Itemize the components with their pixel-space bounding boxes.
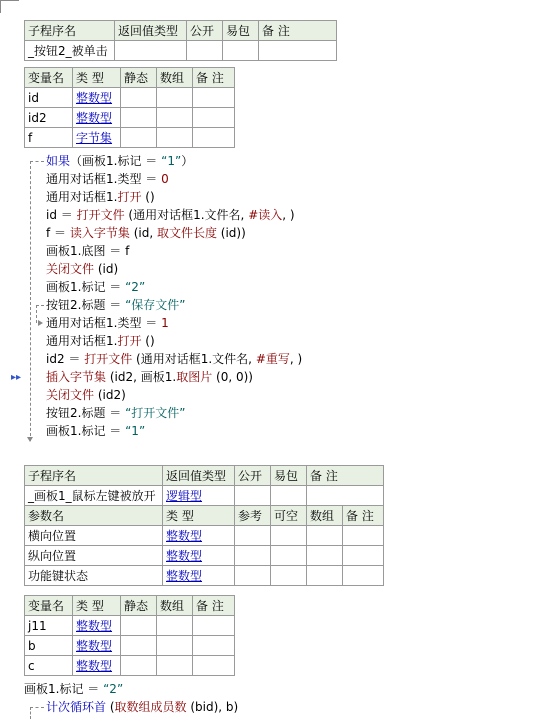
code-line[interactable]: 计次循环首 (取数组成员数 (bid), b) (46, 700, 239, 714)
param-header-row (25, 506, 384, 526)
reference-cell[interactable] (235, 566, 271, 586)
var-type-cell[interactable] (73, 88, 121, 108)
array-cell[interactable] (157, 636, 193, 656)
easy-pkg-cell[interactable] (223, 41, 259, 61)
var-name-cell[interactable]: id (25, 88, 73, 108)
col-sub-name: 子程序名 (25, 21, 115, 41)
code-line[interactable]: 如果（画板1.标记 ＝ “1”） (46, 154, 194, 168)
code-line[interactable]: f ＝ 读入字节集 (id, 取文件长度 (id)) (46, 226, 246, 240)
col-easy-pkg: 易包 (271, 466, 307, 486)
nullable-cell[interactable] (271, 526, 307, 546)
type-link[interactable]: 整数型 (76, 619, 113, 633)
corner-mark (0, 0, 19, 13)
code-line[interactable]: 关闭文件 (id) (46, 262, 119, 276)
variables-table-1 (24, 67, 235, 148)
array-cell[interactable] (157, 656, 193, 676)
code-line[interactable]: 按钮2.标题 ＝ “保存文件” (46, 298, 186, 312)
col-static: 静态 (121, 596, 157, 616)
table-row[interactable] (25, 41, 337, 61)
var-name-cell[interactable]: j11 (25, 616, 73, 636)
static-cell[interactable] (121, 656, 157, 676)
subroutine-table-2 (24, 465, 384, 586)
flow-line (36, 305, 37, 323)
breakpoint-arrow-icon[interactable]: ▸▸ (11, 372, 22, 383)
col-remark: 备 注 (343, 506, 384, 526)
param-type-cell[interactable] (163, 546, 235, 566)
table-row[interactable] (25, 486, 384, 506)
type-link[interactable]: 整数型 (166, 569, 203, 583)
col-public: 公开 (235, 466, 271, 486)
param-name-cell[interactable]: 横向位置 (25, 526, 163, 546)
var-name-cell[interactable]: f (25, 128, 73, 148)
code-line[interactable]: 通用对话框1.打开 () (46, 190, 155, 204)
remark-cell[interactable] (193, 616, 235, 636)
col-reference: 参考 (235, 506, 271, 526)
col-array: 数组 (307, 506, 343, 526)
remark-cell[interactable] (307, 486, 384, 506)
code-line[interactable]: 插入字节集 (id2, 画板1.取图片 (0, 0)) (46, 370, 253, 384)
var-type-cell[interactable] (73, 656, 121, 676)
code-line[interactable]: id ＝ 打开文件 (通用对话框1.文件名, #读入, ) (46, 208, 295, 222)
var-type-cell[interactable] (73, 616, 121, 636)
reference-cell[interactable] (235, 546, 271, 566)
table-header-row (25, 466, 384, 486)
col-remark: 备 注 (193, 596, 235, 616)
array-cell[interactable] (307, 566, 343, 586)
table-row[interactable] (25, 546, 384, 566)
array-cell[interactable] (157, 88, 193, 108)
param-name-cell[interactable]: 功能键状态 (25, 566, 163, 586)
var-type-cell[interactable] (73, 108, 121, 128)
var-name-cell[interactable]: id2 (25, 108, 73, 128)
type-link[interactable]: 逻辑型 (166, 489, 203, 503)
table-row[interactable] (25, 88, 235, 108)
flow-line (30, 707, 44, 708)
flow-line (30, 161, 44, 162)
table-row[interactable] (25, 656, 235, 676)
public-cell[interactable] (235, 486, 271, 506)
type-link[interactable]: 字节集 (76, 131, 113, 145)
param-type-cell[interactable] (163, 566, 235, 586)
code-line[interactable]: 画板1.标记 ＝ “2” (46, 280, 146, 294)
type-link[interactable]: 整数型 (166, 549, 203, 563)
col-var-name: 变量名 (25, 596, 73, 616)
code-line[interactable]: 按钮2.标题 ＝ “打开文件” (46, 406, 186, 420)
return-type-cell[interactable] (115, 41, 187, 61)
col-var-name: 变量名 (25, 68, 73, 88)
type-link[interactable]: 整数型 (76, 659, 113, 673)
return-type-cell[interactable] (163, 486, 235, 506)
param-type-cell[interactable] (163, 526, 235, 546)
array-cell[interactable] (157, 128, 193, 148)
code-line[interactable]: id2 ＝ 打开文件 (通用对话框1.文件名, #重写, ) (46, 352, 303, 366)
col-param-name: 参数名 (25, 506, 163, 526)
flow-line (30, 707, 31, 719)
table-row[interactable] (25, 526, 384, 546)
static-cell[interactable] (121, 636, 157, 656)
table-row[interactable] (25, 108, 235, 128)
col-sub-name: 子程序名 (25, 466, 163, 486)
remark-cell[interactable] (343, 546, 384, 566)
table-row[interactable] (25, 616, 235, 636)
flow-line (30, 161, 31, 441)
col-remark: 备 注 (193, 68, 235, 88)
remark-cell[interactable] (343, 526, 384, 546)
static-cell[interactable] (121, 616, 157, 636)
remark-cell[interactable] (259, 41, 337, 61)
remark-cell[interactable] (343, 566, 384, 586)
col-return-type: 返回值类型 (163, 466, 235, 486)
remark-cell[interactable] (193, 656, 235, 676)
col-remark: 备 注 (307, 466, 384, 486)
col-array: 数组 (157, 68, 193, 88)
static-cell[interactable] (121, 88, 157, 108)
table-header-row (25, 68, 235, 88)
col-remark: 备 注 (259, 21, 337, 41)
reference-cell[interactable] (235, 526, 271, 546)
col-type: 类 型 (73, 68, 121, 88)
table-row[interactable] (25, 636, 235, 656)
type-link[interactable]: 整数型 (166, 529, 203, 543)
array-cell[interactable] (307, 526, 343, 546)
table-row[interactable] (25, 128, 235, 148)
easy-pkg-cell[interactable] (271, 486, 307, 506)
col-array: 数组 (157, 596, 193, 616)
type-link[interactable]: 整数型 (76, 91, 113, 105)
col-easy-pkg: 易包 (223, 21, 259, 41)
sub-name-cell[interactable]: _按钮2_被单击 (25, 41, 115, 61)
sub-name-cell[interactable]: _画板1_鼠标左键被放开 (25, 486, 163, 506)
table-header-row (25, 21, 337, 41)
col-type: 类 型 (163, 506, 235, 526)
public-cell[interactable] (187, 41, 223, 61)
remark-cell[interactable] (193, 636, 235, 656)
variables-table-2 (24, 595, 235, 676)
var-type-cell[interactable] (73, 636, 121, 656)
var-name-cell[interactable]: c (25, 656, 73, 676)
col-public: 公开 (187, 21, 223, 41)
if-keyword: 如果 (46, 154, 71, 168)
var-type-cell[interactable] (73, 128, 121, 148)
var-name-cell[interactable]: b (25, 636, 73, 656)
loop-keyword: 计次循环首 (46, 700, 107, 714)
nullable-cell[interactable] (271, 566, 307, 586)
code-line[interactable]: 通用对话框1.打开 () (46, 334, 155, 348)
code-line[interactable]: 画板1.标记 ＝ “1” (46, 424, 146, 438)
static-cell[interactable] (121, 108, 157, 128)
type-link[interactable]: 整数型 (76, 111, 113, 125)
type-link[interactable]: 整数型 (76, 639, 113, 653)
static-cell[interactable] (121, 128, 157, 148)
array-cell[interactable] (157, 108, 193, 128)
code-line[interactable]: 关闭文件 (id2) (46, 388, 126, 402)
remark-cell[interactable] (193, 108, 235, 128)
flow-line (36, 305, 44, 306)
array-cell[interactable] (157, 616, 193, 636)
nullable-cell[interactable] (271, 546, 307, 566)
col-type: 类 型 (73, 596, 121, 616)
code-line[interactable]: 通用对话框1.类型 ＝ 1 (46, 316, 169, 330)
col-return-type: 返回值类型 (115, 21, 187, 41)
code-line[interactable]: 画板1.底图 ＝ f (46, 244, 130, 258)
array-cell[interactable] (307, 546, 343, 566)
subroutine-table-1 (24, 20, 337, 61)
col-static: 静态 (121, 68, 157, 88)
table-row[interactable] (25, 566, 384, 586)
param-name-cell[interactable]: 纵向位置 (25, 546, 163, 566)
col-nullable: 可空 (271, 506, 307, 526)
code-line[interactable]: 通用对话框1.类型 ＝ 0 (46, 172, 169, 186)
flow-arrow-down-icon (27, 437, 33, 442)
flow-arrow-right-icon (38, 320, 43, 326)
remark-cell[interactable] (193, 88, 235, 108)
table-header-row (25, 596, 235, 616)
code-line[interactable]: 画板1.标记 ＝ “2” (24, 682, 124, 696)
remark-cell[interactable] (193, 128, 235, 148)
